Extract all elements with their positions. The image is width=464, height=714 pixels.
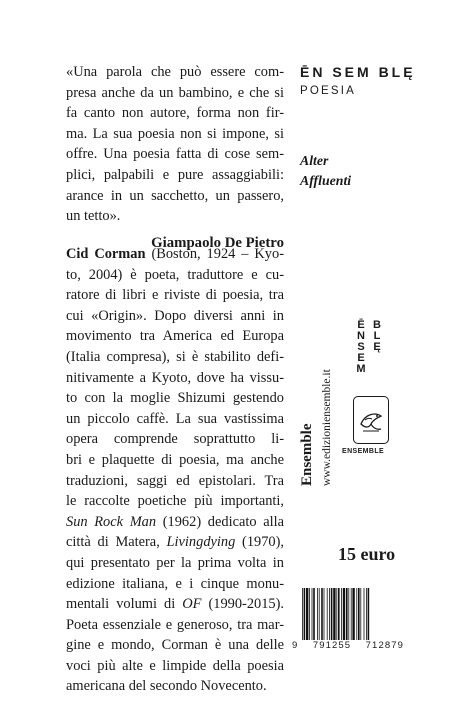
quote-line: presa anche da un bambino, e che si <box>66 84 284 101</box>
bio-line: un piccolo caffè. La sua vastissima <box>66 410 284 427</box>
bio-text: (1990-2015). <box>201 596 284 613</box>
bio-text: (Boston, 1924 – Kyo- <box>145 246 284 262</box>
bio-line: edizione italiana, e i cinque monu- <box>66 575 284 592</box>
barcode-bar <box>360 588 361 640</box>
ensemble-emblem-icon <box>353 396 389 444</box>
barcode-bar <box>348 588 349 640</box>
bio-line: Poeta essenziale e generoso, tra mar- <box>66 616 284 633</box>
barcode-digit-group: 712879 <box>365 640 404 651</box>
barcode-bar <box>333 588 335 640</box>
bio-line: cui «Origin». Dopo diversi anni in <box>66 307 284 324</box>
bio-line: bri e plaquette di poesia, ma anche <box>66 451 284 468</box>
quote-line: arance in un sacchetto, un passero, <box>66 187 284 204</box>
bio-line <box>66 244 284 265</box>
book-title: Livingdying <box>166 534 236 551</box>
barcode-bar <box>336 588 337 640</box>
logo-letter: E <box>357 352 365 364</box>
quote-line: un tetto». <box>66 208 121 225</box>
publisher-logo <box>300 64 416 97</box>
spine-brand: Ensemble <box>299 423 315 486</box>
publisher-wordmark: ĒN SEM BLĘ <box>300 64 416 80</box>
barcode-bar <box>304 588 306 640</box>
barcode-bar <box>351 588 352 640</box>
quote-block <box>66 62 284 253</box>
emblem-label: ENSEMBLE <box>342 448 385 455</box>
quote-line: «Una parola che può essere com- <box>66 64 284 80</box>
price: 15 euro <box>338 544 396 564</box>
barcode-bar <box>329 588 330 640</box>
bio-text: (1970), <box>235 534 285 551</box>
barcode-bar <box>346 588 348 640</box>
barcode-bar <box>302 588 303 640</box>
bio-line: opera comprende soprattutto li- <box>66 431 284 448</box>
series-name <box>300 151 351 191</box>
barcode <box>300 588 400 640</box>
logo-letter: M <box>356 363 366 375</box>
quote-line: plici, palpabili e pure assaggiabili: <box>66 166 284 183</box>
barcode-bar <box>319 588 320 640</box>
barcode-bar <box>312 588 313 640</box>
barcode-bar <box>352 588 354 640</box>
vertical-logo-col <box>370 320 384 353</box>
barcode-bar <box>324 588 325 640</box>
collection-label: POESIA <box>300 85 357 97</box>
barcode-bar <box>343 588 345 640</box>
bio-line: voci più alte e limpide della poesia <box>66 657 284 674</box>
series-line: Affluenti <box>300 173 352 188</box>
bio-line: americana del secondo Novecento. <box>66 678 267 695</box>
barcode-bar <box>317 588 318 640</box>
barcode-bar <box>306 588 308 640</box>
bio-line: gine e mondo, Corman è una delle <box>66 637 284 654</box>
bio-line: ratore di libri e riviste di poesia, tra <box>66 287 284 304</box>
bio-line: (Italia compresa), si è stabilito defi- <box>66 348 284 365</box>
logo-letter: N <box>357 330 365 342</box>
bio-line: nitivamente a Kyoto, dove ha vissu- <box>66 369 284 386</box>
logo-letter: Ę <box>373 341 381 353</box>
barcode-digit-group: 791255 <box>312 640 352 651</box>
logo-letter: Ē <box>357 319 365 331</box>
bio-text: città di Matera, <box>66 534 167 551</box>
logo-letter: S <box>357 341 365 353</box>
barcode-bar <box>327 588 328 640</box>
barcode-digits <box>292 640 404 651</box>
publisher-website: www.edizioniensemble.it <box>321 369 333 486</box>
vertical-logo-col <box>354 320 368 375</box>
bio-author-name: Cid Corman <box>66 246 146 262</box>
bio-line <box>66 594 284 615</box>
barcode-bar <box>338 588 340 640</box>
bio-text: mentali volumi di <box>66 596 183 613</box>
barcode-bar <box>356 588 357 640</box>
barcode-bar <box>313 588 315 640</box>
quote-line: offre. Una poesia fatta di cose sem- <box>66 146 284 163</box>
bio-line <box>66 532 284 553</box>
barcode-bar <box>358 588 360 640</box>
author-bio <box>66 244 284 697</box>
quote-line: ma. La sua poesia non si impone, si <box>66 125 284 142</box>
barcode-bar <box>309 588 310 640</box>
bio-line: to, 2004) è poeta, traduttore e cu- <box>66 266 284 283</box>
book-title: Sun Rock Man <box>66 513 157 530</box>
bio-text: (1962) dedicato alla <box>156 513 284 530</box>
series-line: Alter <box>300 153 329 168</box>
barcode-bar <box>341 588 342 640</box>
quote-line: fa canto non autore, forma non fir- <box>66 105 284 122</box>
logo-letter: B <box>373 319 381 331</box>
bio-line: movimento tra America ed Europa <box>66 328 284 345</box>
barcode-bar <box>364 588 365 640</box>
quote-author: Giampaolo De Pietro <box>151 234 284 251</box>
barcode-bar <box>368 588 370 640</box>
logo-letter: L <box>373 330 381 342</box>
bio-line: qui presentato per la prima volta in <box>66 554 284 571</box>
bird-icon <box>357 402 385 438</box>
barcode-bar <box>321 588 323 640</box>
book-title: OF <box>182 596 202 613</box>
barcode-digit-group: 9 <box>292 640 299 651</box>
barcode-bar <box>366 588 367 640</box>
barcode-bar <box>331 588 333 640</box>
bio-line: to con la moglie Shizumi gestendo <box>66 390 284 407</box>
bio-line <box>66 512 284 533</box>
bio-line: traduzioni, saggi ed epistolari. Tra <box>66 472 284 489</box>
bio-line: le raccolte poetiche più importanti, <box>66 493 284 510</box>
